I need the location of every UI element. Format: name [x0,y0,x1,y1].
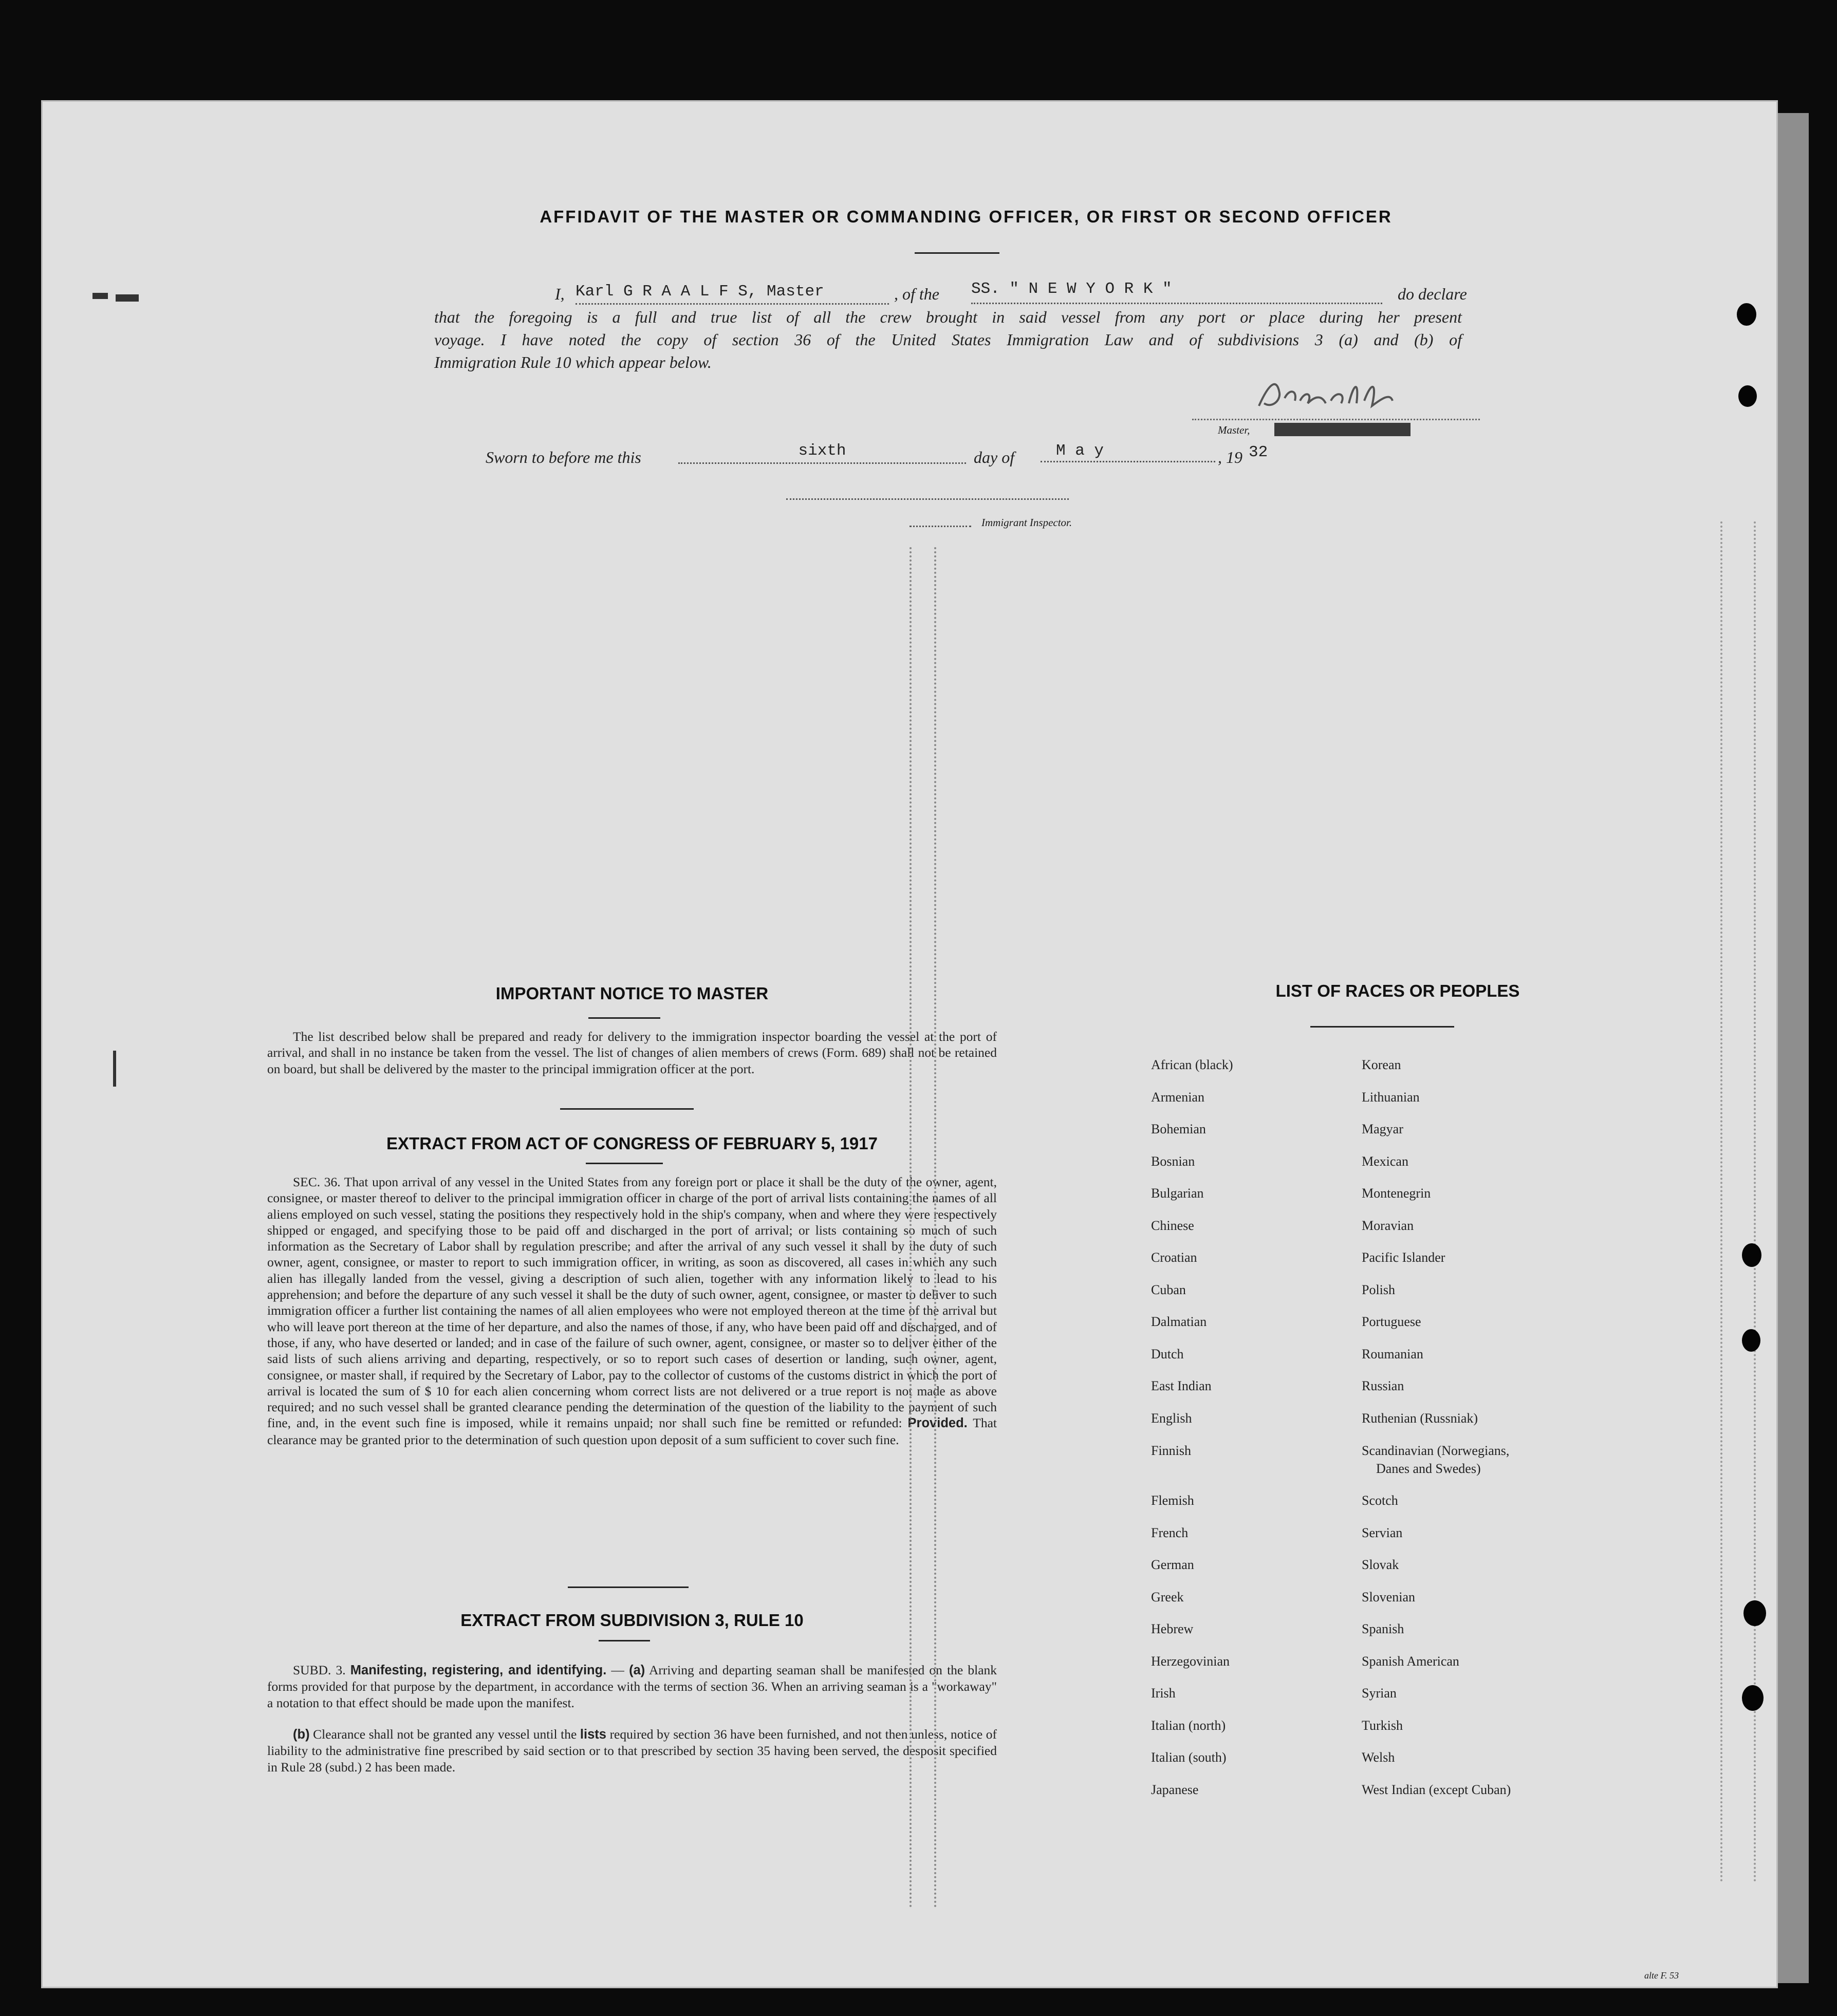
punch-hole [1743,1600,1766,1626]
race-item: Herzegovinian [1151,1653,1230,1669]
affidavit-do-declare: do declare [1398,285,1467,303]
race-item: Finnish [1151,1443,1192,1458]
inspector-short-line [910,520,971,527]
rule-a-text: Arriving and departing seaman shall be manifested on the blank forms provided for that purpose by the department, in accordance with the terms of section 36. When an arriving seaman is a "workaway" a notation to that effect should be made upon the manifest. [267,1663,997,1710]
race-item: Spanish American [1362,1653,1459,1669]
race-item: Russian [1362,1378,1404,1393]
races-heading: LIST OF RACES OR PEOPLES [1275,981,1520,1000]
notice-text: The list described below shall be prepared and ready for delivery to the immigration inspector boarding the vessel at the port of arrival, and shall in no instance be taken from the vessel. The list of changes of alien members of crews (Form. 689) shall not be retained on board, but shall be delivered by the master to the principal immigration officer at the port. [267,1029,997,1076]
act-provided: Provided. [907,1416,968,1431]
race-item: Spanish [1362,1621,1404,1636]
race-item: Mexican [1362,1153,1408,1169]
affidavit-i: I, [555,285,565,303]
master-name-field: Karl G R A A L F S, Master [576,283,889,305]
act-text [267,1174,997,1448]
master-label: Master, [1218,424,1250,436]
race-item: Croatian [1151,1250,1197,1265]
affidavit-of-the: , of the [894,285,939,303]
master-signature-line [1192,388,1480,420]
race-item: Korean [1362,1057,1401,1072]
race-item: Ruthenian (Russniak) [1362,1410,1478,1426]
race-item: Bosnian [1151,1153,1195,1169]
punch-hole [1738,385,1757,407]
stray-mark [116,294,139,302]
stray-mark [113,1051,116,1087]
race-item: Danes and Swedes) [1376,1461,1481,1476]
affidavit-title: AFFIDAVIT OF THE MASTER OR COMMANDING OFFICER, OR FIRST OR SECOND OFFICER [540,207,1393,226]
rule-a-label: (a) [629,1663,645,1677]
race-item: Turkish [1362,1718,1403,1733]
rule-rule [599,1640,650,1641]
rule-dash: — [606,1663,629,1677]
race-item: Roumanian [1362,1346,1423,1361]
year-suffix: 32 [1249,443,1268,461]
race-item: Montenegrin [1362,1186,1431,1201]
act-text-part-2: That clearance may be granted prior to the determination of such question upon deposit of a sum sufficient to cover such fine. [267,1415,997,1447]
sworn-day-field: sixth [678,442,966,464]
race-item: Portuguese [1362,1314,1421,1329]
dotted-guide-2 [934,547,936,1909]
act-heading: EXTRACT FROM ACT OF CONGRESS OF FEBRUARY 5, 1917 [386,1134,878,1153]
punch-hole [1742,1685,1764,1711]
race-item: Greek [1151,1589,1184,1604]
stray-mark [92,293,108,299]
affidavit-line-3: voyage. I have noted the copy of section 36 of the United States Immigration Law and of subdivisions 3 (a) and (b) of [434,330,1462,349]
sworn-month-field: M a y [1041,442,1215,462]
race-item: Dalmatian [1151,1314,1207,1329]
race-item: Lithuanian [1362,1089,1420,1105]
rule-paragraph-a [267,1662,997,1711]
race-item: Cuban [1151,1282,1186,1297]
struck-out-text [1274,423,1411,436]
rule-paragraph-b [267,1726,997,1775]
rule-lists-bold: lists [580,1727,606,1742]
race-item: Italian (south) [1151,1750,1227,1765]
race-item: West Indian (except Cuban) [1362,1782,1511,1797]
inspector-label: Immigrant Inspector. [981,516,1072,529]
notice-bottom-rule [560,1108,694,1110]
punch-hole [1742,1329,1760,1352]
race-item: Pacific Islander [1362,1250,1445,1265]
races-rule [1310,1026,1454,1028]
rule-bold-title: Manifesting, registering, and identifying. [350,1663,607,1677]
punch-hole [1737,303,1756,326]
race-item: Scandinavian (Norwegians, [1362,1443,1510,1458]
race-item: East Indian [1151,1378,1212,1393]
race-item: Dutch [1151,1346,1184,1361]
race-item: Servian [1362,1525,1403,1540]
race-item: Chinese [1151,1218,1194,1233]
act-text-part-1: SEC. 36. That upon arrival of any vessel in the United States from any foreign port or place it shall be the duty of the owner, agent, consignee, or master thereof to deliver to the principal immigration officer in charge of the port of arrival lists containing the names of all aliens employed on such vessel, stating the positions they respectively hold in the ship's company, when and where they were respectively shipped or engaged, and specifying those to be paid off and discharged in the port of arrival; or lists containing so much of such information as the Secretary of Labor shall by regulation prescribe; and after the arrival of any such vessel it shall by the duty of such owner, agent, consignee, or master to report to such immigration officer, in writing, as soon as discovered, all cases in which any such alien has illegally landed from the vessel, giving a description of such alien, together with any information likely to lead to his apprehension; and before the departure of any such vessel it shall be the duty of such owner, agent, consignee, or master to deliver to such immigration officer a further list containing the names of all alien employees who were not employed thereon at the time of the arrival but who will leave port thereon at the time of her departure, and also the names of those, if any, who have been paid off and discharged, and of those, if any, who have deserted or landed; and in case of the failure of such owner, agent, consignee, or master so to deliver either of the said lists of such aliens arriving and departing, respectively, or so to report such cases of desertion or landing, such owner, agent, consignee, or master shall, if required by the Secretary of Labor, pay to the collector of customs of the customs district in which the port of arrival is located the sum of $ 10 for each alien concerning whom correct lists are not delivered or a true report is not made as above required; and no such vessel shall be granted clearance pending the determination of the question of the liability to the payment of such fine, and, in the event such fine is imposed, while it remains unpaid; nor shall such fine be remitted or refunded: [267,1174,997,1431]
year-prefix: , 19 [1218,448,1242,466]
day-of-label: day of [974,448,1015,466]
rule-b-text-2: required by section 36 have been furnished, and not then unless, notice of liability to the administrative fine prescribed by said section or to that prescribed by section 35 having been served, the desposit specified in Rule 28 (subd.) 2 has been made. [267,1727,997,1775]
rule-b-label: (b) [293,1727,310,1742]
inspector-signature-line [786,493,1069,500]
race-item: Hebrew [1151,1621,1194,1636]
document-page [41,100,1778,1988]
rule-subd-label: SUBD. 3. [293,1663,350,1677]
race-item: Slovenian [1362,1589,1415,1604]
dotted-guide-4 [1754,521,1756,1883]
race-item: Syrian [1362,1686,1397,1701]
race-item: Welsh [1362,1750,1395,1765]
race-item: French [1151,1525,1189,1540]
act-rule [586,1163,663,1164]
race-item: Japanese [1151,1782,1199,1797]
notice-rule [588,1017,660,1019]
race-item: German [1151,1557,1194,1572]
race-item: African (black) [1151,1057,1233,1072]
punch-hole [1742,1243,1761,1267]
dotted-guide-3 [1720,521,1722,1883]
rule-heading: EXTRACT FROM SUBDIVISION 3, RULE 10 [460,1611,804,1630]
race-item: Flemish [1151,1493,1194,1508]
race-item: English [1151,1410,1192,1426]
form-number: alte F. 53 [1644,1970,1679,1981]
race-item: Polish [1362,1282,1396,1297]
title-underline [915,252,999,254]
master-signature [1249,378,1444,414]
affidavit-line-2: that the foregoing is a full and true list of all the crew brought in said vessel from any port or place during her present [434,308,1462,326]
race-item: Moravian [1362,1218,1414,1233]
sworn-prefix: Sworn to before me this [486,448,641,466]
dotted-guide-1 [910,547,912,1909]
race-item: Bulgarian [1151,1186,1204,1201]
race-item: Bohemian [1151,1122,1206,1136]
affidavit-line-4: Immigration Rule 10 which appear below. [434,353,712,371]
race-item: Armenian [1151,1089,1204,1105]
races-right-column [1362,1049,1629,1806]
act-bottom-rule [568,1586,689,1588]
race-item: Scotch [1362,1493,1398,1508]
notice-heading: IMPORTANT NOTICE TO MASTER [495,984,769,1003]
race-item: Irish [1151,1686,1176,1701]
race-item: Magyar [1362,1122,1403,1136]
race-item: Slovak [1362,1557,1399,1572]
rule-b-text-1: Clearance shall not be granted any vessel until the [309,1727,580,1742]
vessel-name-field: SS. " N E W Y O R K " [971,280,1382,304]
races-left-column [1151,1049,1357,1806]
race-item [1151,1460,1357,1485]
race-item: Italian (north) [1151,1718,1226,1733]
